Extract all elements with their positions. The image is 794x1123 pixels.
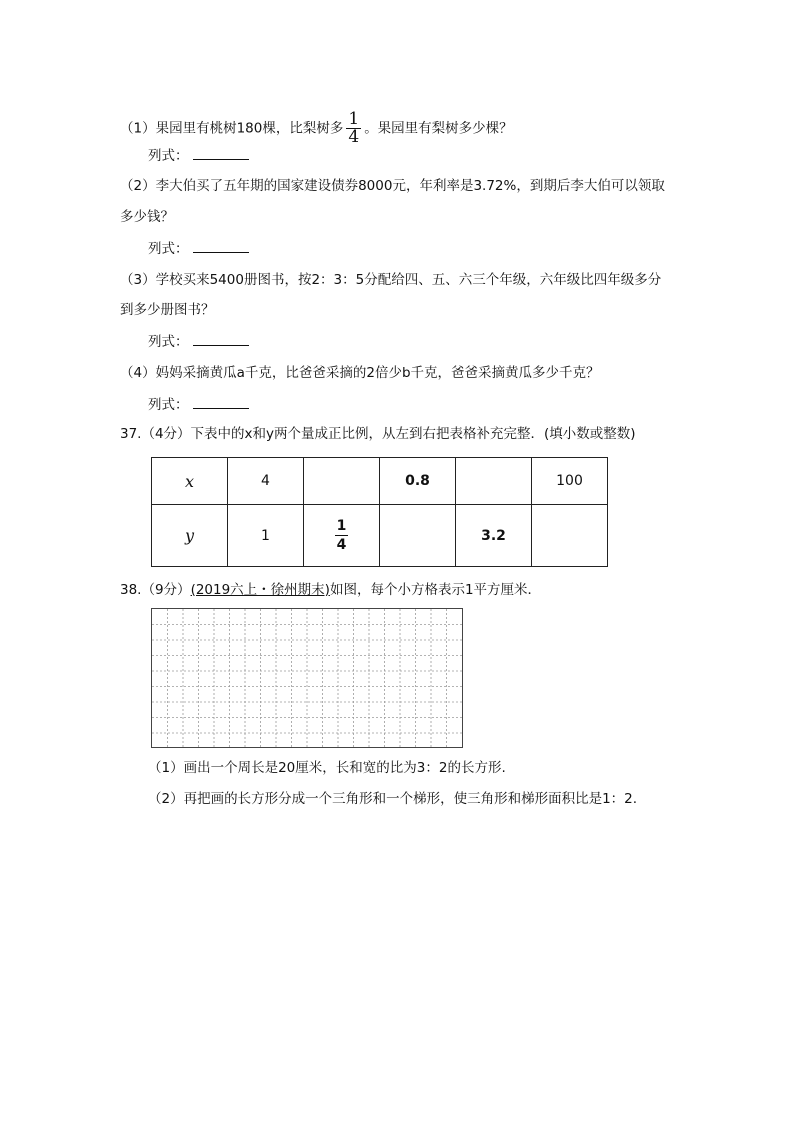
table-row-x <box>152 458 608 505</box>
question-38-sub-1: （1）画出一个周长是20厘米，长和宽的比为3：2的长方形. <box>148 760 506 776</box>
fraction-one-fourth <box>335 519 349 552</box>
fraction-one-fourth <box>346 111 361 146</box>
cell-x-5: 100 <box>532 458 608 505</box>
formula-label: 列式： <box>148 397 189 413</box>
cell-y-1: 1 <box>228 505 304 567</box>
answer-blank[interactable] <box>193 331 249 346</box>
cell-x-2-blank[interactable] <box>304 458 380 505</box>
question-38-header <box>120 580 541 600</box>
fraction-numerator: 1 <box>336 517 347 534</box>
row-label-y: y <box>152 505 228 567</box>
square-grid[interactable] <box>151 608 463 748</box>
formula-label: 列式： <box>148 148 189 164</box>
question-3-line-2: 到多少册图书？ <box>120 302 215 318</box>
answer-blank[interactable] <box>193 145 249 160</box>
question-2-line-2: 多少钱？ <box>120 209 174 225</box>
proportion-table <box>151 457 608 567</box>
question-37-header: 37.（4分）下表中的x和y两个量成正比例，从左到右把表格补充完整．(填小数或整数) <box>120 426 636 442</box>
question-2-line-1: （2）李大伯买了五年期的国家建设债券8000元，年利率是3.72%，到期后李大伯可以领取 <box>120 178 665 194</box>
question-38-prefix: 38.（9分） <box>120 582 191 598</box>
cell-y-5-blank[interactable] <box>532 505 608 567</box>
grid-lines <box>152 609 462 747</box>
formula-label: 列式： <box>148 334 189 350</box>
table-row-y <box>152 505 608 567</box>
cell-y-4: 3.2 <box>456 505 532 567</box>
question-4-line-1: （4）妈妈采摘黄瓜a千克，比爸爸采摘的2倍少b千克，爸爸采摘黄瓜多少千克？ <box>120 365 600 381</box>
answer-line-4 <box>148 394 249 415</box>
question-3-line-1: （3）学校买来5400册图书，按2：3：5分配给四、五、六三个年级，六年级比四年级多分 <box>120 272 662 288</box>
cell-y-2 <box>304 505 380 567</box>
cell-x-1: 4 <box>228 458 304 505</box>
answer-line-1 <box>148 145 249 166</box>
answer-blank[interactable] <box>193 238 249 253</box>
cell-x-4-blank[interactable] <box>456 458 532 505</box>
question-1-text-before: （1）果园里有桃树180棵，比梨树多 <box>120 120 344 137</box>
question-38-suffix: 如图，每个小方格表示1平方厘米． <box>329 582 542 598</box>
row-label-x: x <box>152 458 228 505</box>
question-1-text-after: 。果园里有梨树多少棵？ <box>364 120 513 137</box>
answer-blank[interactable] <box>193 394 249 409</box>
cell-y-3-blank[interactable] <box>380 505 456 567</box>
question-1 <box>120 111 513 146</box>
source-link[interactable]: (2019六上・徐州期末) <box>190 582 330 598</box>
fraction-denominator: 4 <box>336 536 347 553</box>
answer-line-3 <box>148 331 249 352</box>
question-38-sub-2: （2）再把画的长方形分成一个三角形和一个梯形，使三角形和梯形面积比是1：2. <box>148 791 638 807</box>
cell-x-3: 0.8 <box>380 458 456 505</box>
answer-line-2 <box>148 238 249 259</box>
formula-label: 列式： <box>148 241 189 257</box>
fraction-numerator: 1 <box>348 109 360 129</box>
fraction-denominator: 4 <box>348 127 360 147</box>
